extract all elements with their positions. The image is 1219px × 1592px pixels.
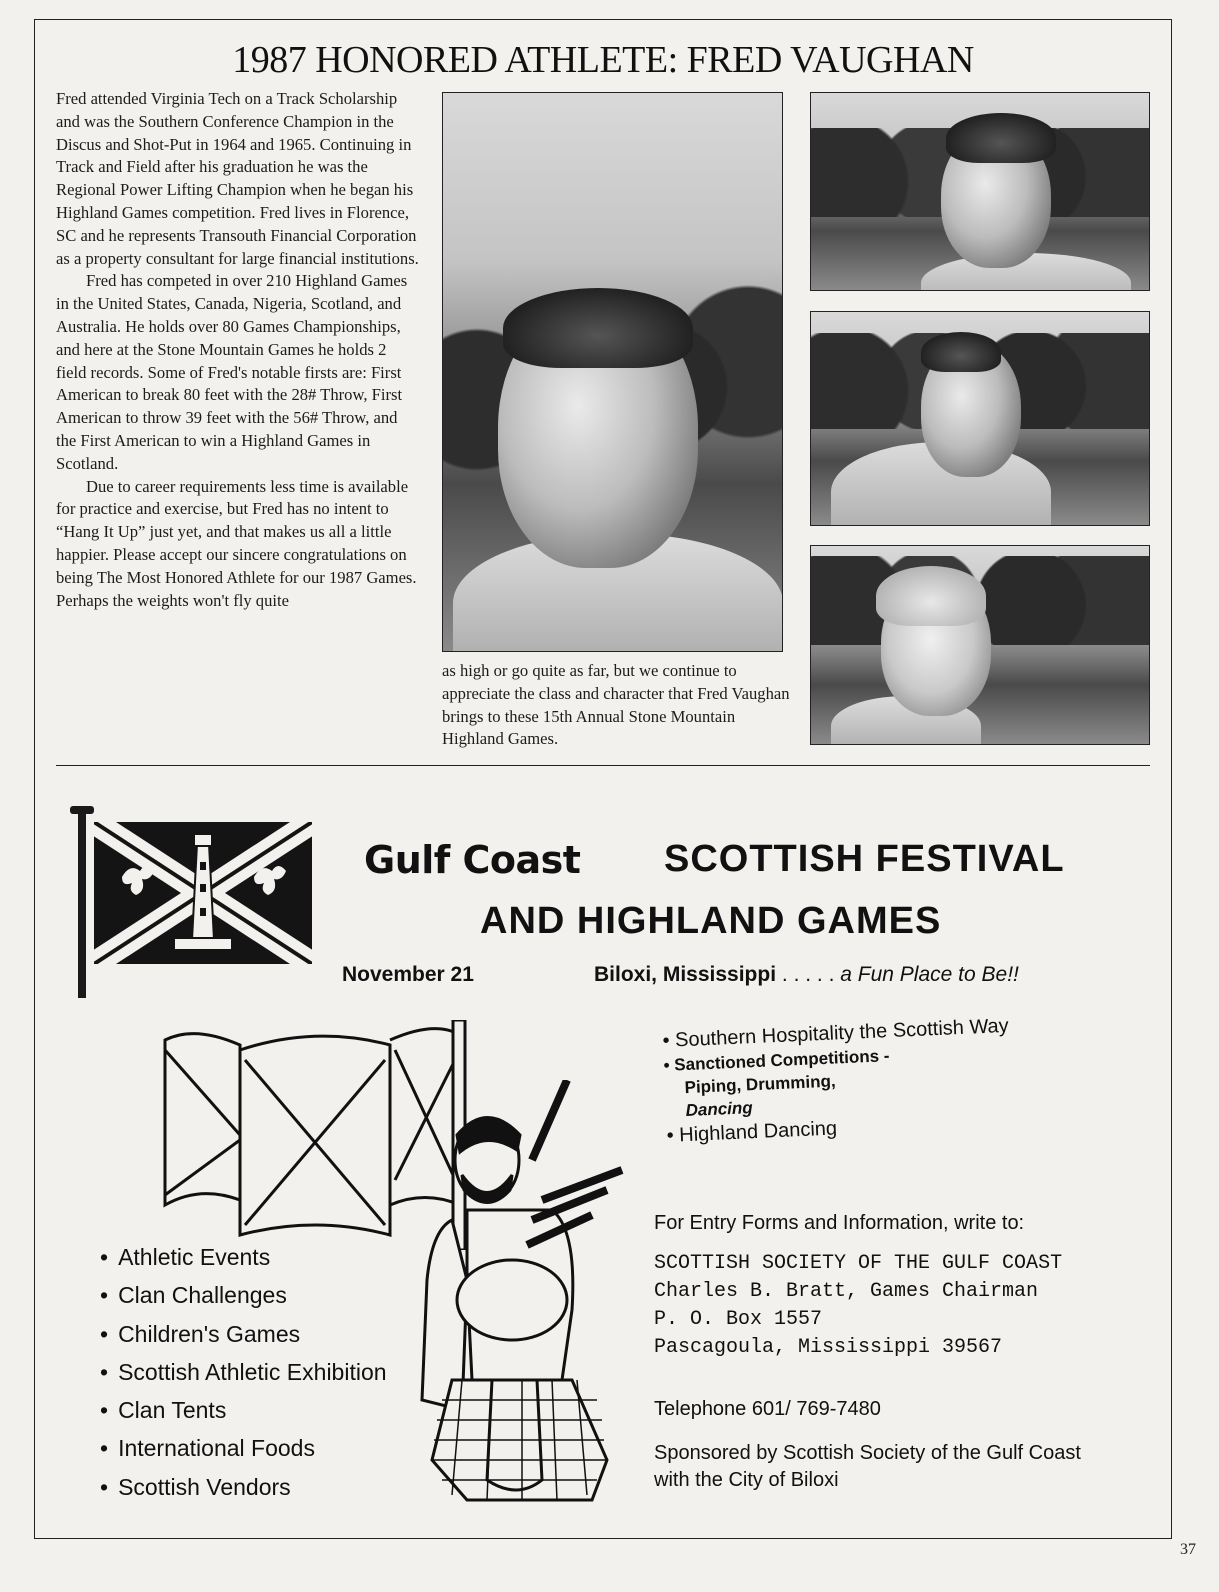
festival-location-line [594, 963, 1019, 987]
telephone: Telephone 601/ 769-7480 [654, 1398, 881, 1420]
event-item: • Athletic Events [100, 1238, 400, 1276]
side-photo-bottom [810, 545, 1150, 745]
event-item: • Scottish Athletic Exhibition [100, 1353, 400, 1391]
feature-item: Dancing [685, 1098, 754, 1121]
address-line: Pascagoula, Mississippi 39567 [654, 1336, 1003, 1359]
event-item: • International Foods [100, 1429, 400, 1467]
events-list [100, 1238, 400, 1506]
event-item: • Clan Challenges [100, 1276, 400, 1314]
sponsor-line: with the City of Biloxi [654, 1469, 839, 1491]
article-paragraph: Due to career requirements less time is available for practice and exercise, but Fred has no intent to “Hang It Up” just yet, and that makes us all a little happier. Please accept our sincere congratulations on being The Most Honored Athlete for our 1987 Games. Perhaps the weights won't fly quite [56, 476, 417, 610]
event-item: • Clan Tents [100, 1391, 400, 1429]
feature-item: • Highland Dancing [666, 1117, 838, 1147]
main-portrait-photo [442, 92, 783, 652]
feature-item: • Sanctioned Competitions - [663, 1046, 890, 1075]
feature-item: Piping, Drumming, [684, 1071, 836, 1098]
festival-date: November 21 [342, 963, 474, 986]
event-item: • Children's Games [100, 1315, 400, 1353]
entry-forms-heading: For Entry Forms and Information, write to: [654, 1212, 1025, 1234]
side-photo-middle [810, 311, 1150, 526]
feature-item: • Southern Hospitality the Scottish Way [662, 1014, 1010, 1052]
page-number: 37 [1180, 1541, 1196, 1558]
article-body [56, 88, 420, 612]
festival-features [662, 1009, 1107, 1149]
sponsor-line: Sponsored by Scottish Society of the Gulf Coast [654, 1442, 1081, 1464]
festival-name-highland-games: AND HIGHLAND GAMES [480, 900, 942, 942]
address-line: P. O. Box 1557 [654, 1308, 823, 1331]
festival-name-scottish-festival: SCOTTISH FESTIVAL [664, 838, 1065, 880]
article-continuation: as high or go quite as far, but we continue to appreciate the class and character that Fred Vaughan brings to these 15th Annual Stone Mountain Highland Games. [442, 661, 790, 749]
flagpole [78, 810, 86, 998]
section-divider [56, 765, 1150, 766]
article-paragraph: Fred attended Virginia Tech on a Track Scholarship and was the Southern Conference Champion in the Discus and Shot-Put in 1964 and 1965. Continuing in Track and Field after his graduation he was the Regional Power Lifting Champion when he began his Highland Games competition. Fred lives in Florence, SC and he represents Transouth Financial Corporation as a property consultant for large financial institutions. [56, 89, 419, 268]
side-photo-top [810, 92, 1150, 291]
mailing-address [654, 1250, 1062, 1362]
bagpiper-illustration-icon [392, 1080, 637, 1505]
address-line: Charles B. Bratt, Games Chairman [654, 1280, 1039, 1303]
festival-tagline: a Fun Place to Be!! [840, 963, 1019, 986]
article-title: 1987 HONORED ATHLETE: FRED VAUGHAN [232, 39, 974, 81]
address-line: SCOTTISH SOCIETY OF THE GULF COAST [654, 1252, 1063, 1275]
event-item: • Scottish Vendors [100, 1468, 400, 1506]
location-dots: . . . . . [776, 963, 835, 986]
festival-location: Biloxi, Mississippi [594, 963, 777, 986]
lighthouse-flag-icon [94, 822, 312, 964]
festival-name-gulf-coast: Gulf Coast [364, 838, 581, 882]
article-paragraph: Fred has competed in over 210 Highland Games in the United States, Canada, Nigeria, Scotland, and Australia. He holds over 80 Games Championships, and here at the Stone Mountain Games he holds 2 field records. Some of Fred's notable firsts are: First American to break 80 feet with the 28# Throw, First American to throw 39 feet with the 56# Throw, and the First American to win a Highland Games in Scotland. [56, 271, 408, 473]
sponsor-credit [654, 1440, 1114, 1494]
